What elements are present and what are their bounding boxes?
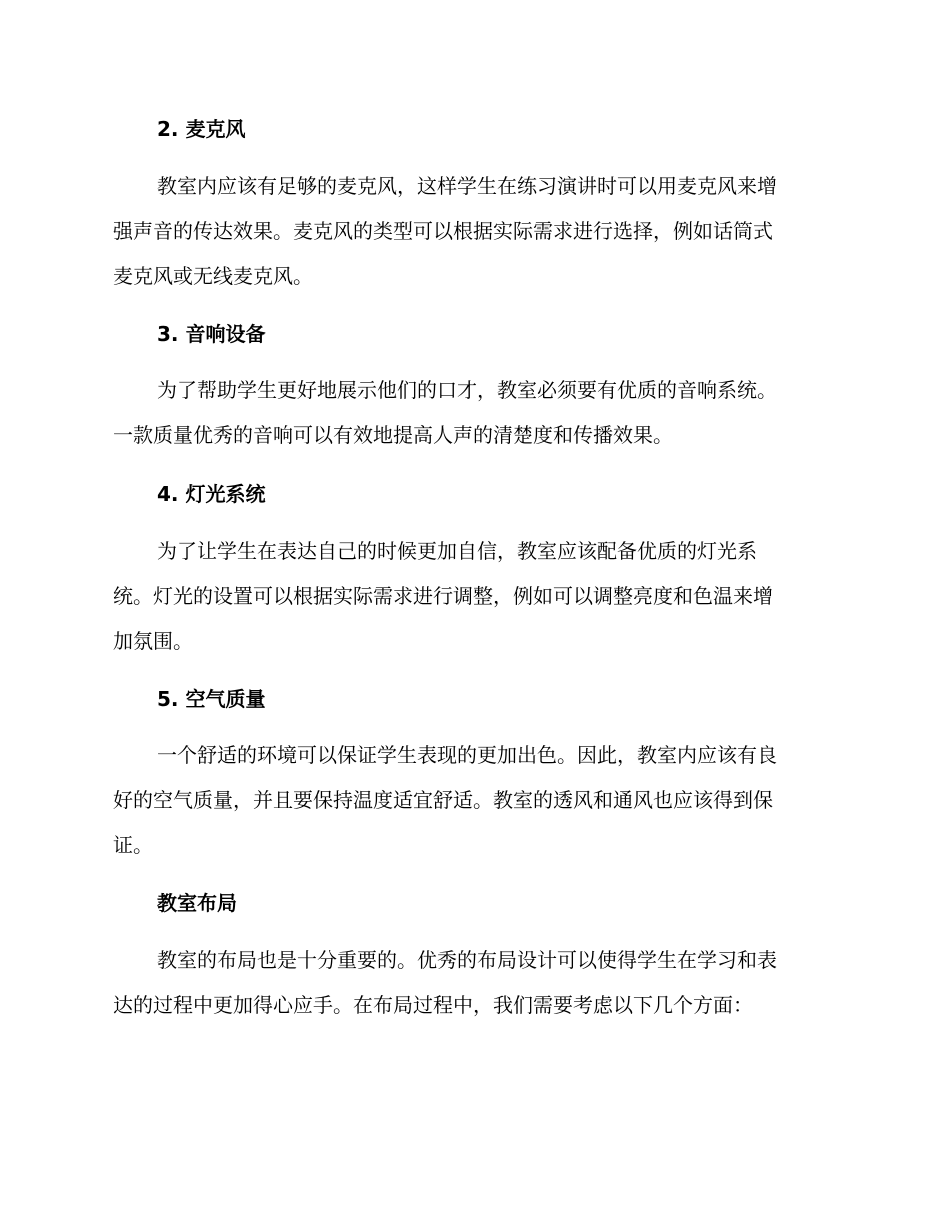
section-paragraph-classroom-layout <box>113 938 833 1028</box>
paragraph-line: 教室的布局也是十分重要的。优秀的布局设计可以使得学生在学习和表 <box>157 948 777 972</box>
section-heading-air-quality: 5. 空气质量 <box>157 687 266 711</box>
paragraph-line: 一个舒适的环境可以保证学生表现的更加出色。因此，教室内应该有良 <box>157 743 777 767</box>
paragraph-line: 好的空气质量，并且要保持温度适宜舒适。教室的透风和通风也应该得到保 <box>113 788 773 812</box>
section-heading-microphone: 2. 麦克风 <box>157 117 246 141</box>
paragraph-line: 加氛围。 <box>113 629 193 653</box>
section-paragraph-microphone <box>113 164 833 299</box>
paragraph-line: 达的过程中更加得心应手。在布局过程中，我们需要考虑以下几个方面： <box>113 993 753 1017</box>
section-paragraph-audio-equipment <box>113 368 833 458</box>
section-paragraph-lighting-system <box>113 529 833 664</box>
paragraph-line: 为了帮助学生更好地展示他们的口才，教室必须要有优质的音响系统。 <box>157 378 777 402</box>
section-paragraph-air-quality <box>113 733 833 868</box>
paragraph-line: 教室内应该有足够的麦克风，这样学生在练习演讲时可以用麦克风来增 <box>157 174 777 198</box>
section-heading-audio-equipment: 3. 音响设备 <box>157 322 266 346</box>
paragraph-line: 为了让学生在表达自己的时候更加自信，教室应该配备优质的灯光系 <box>157 539 757 563</box>
paragraph-line: 证。 <box>113 833 153 857</box>
paragraph-line: 一款质量优秀的音响可以有效地提高人声的清楚度和传播效果。 <box>113 423 673 447</box>
section-heading-classroom-layout: 教室布局 <box>157 891 237 915</box>
paragraph-line: 强声音的传达效果。麦克风的类型可以根据实际需求进行选择，例如话筒式 <box>113 219 773 243</box>
paragraph-line: 麦克风或无线麦克风。 <box>113 264 313 288</box>
paragraph-line: 统。灯光的设置可以根据实际需求进行调整，例如可以调整亮度和色温来增 <box>113 584 773 608</box>
section-heading-lighting-system: 4. 灯光系统 <box>157 482 266 506</box>
